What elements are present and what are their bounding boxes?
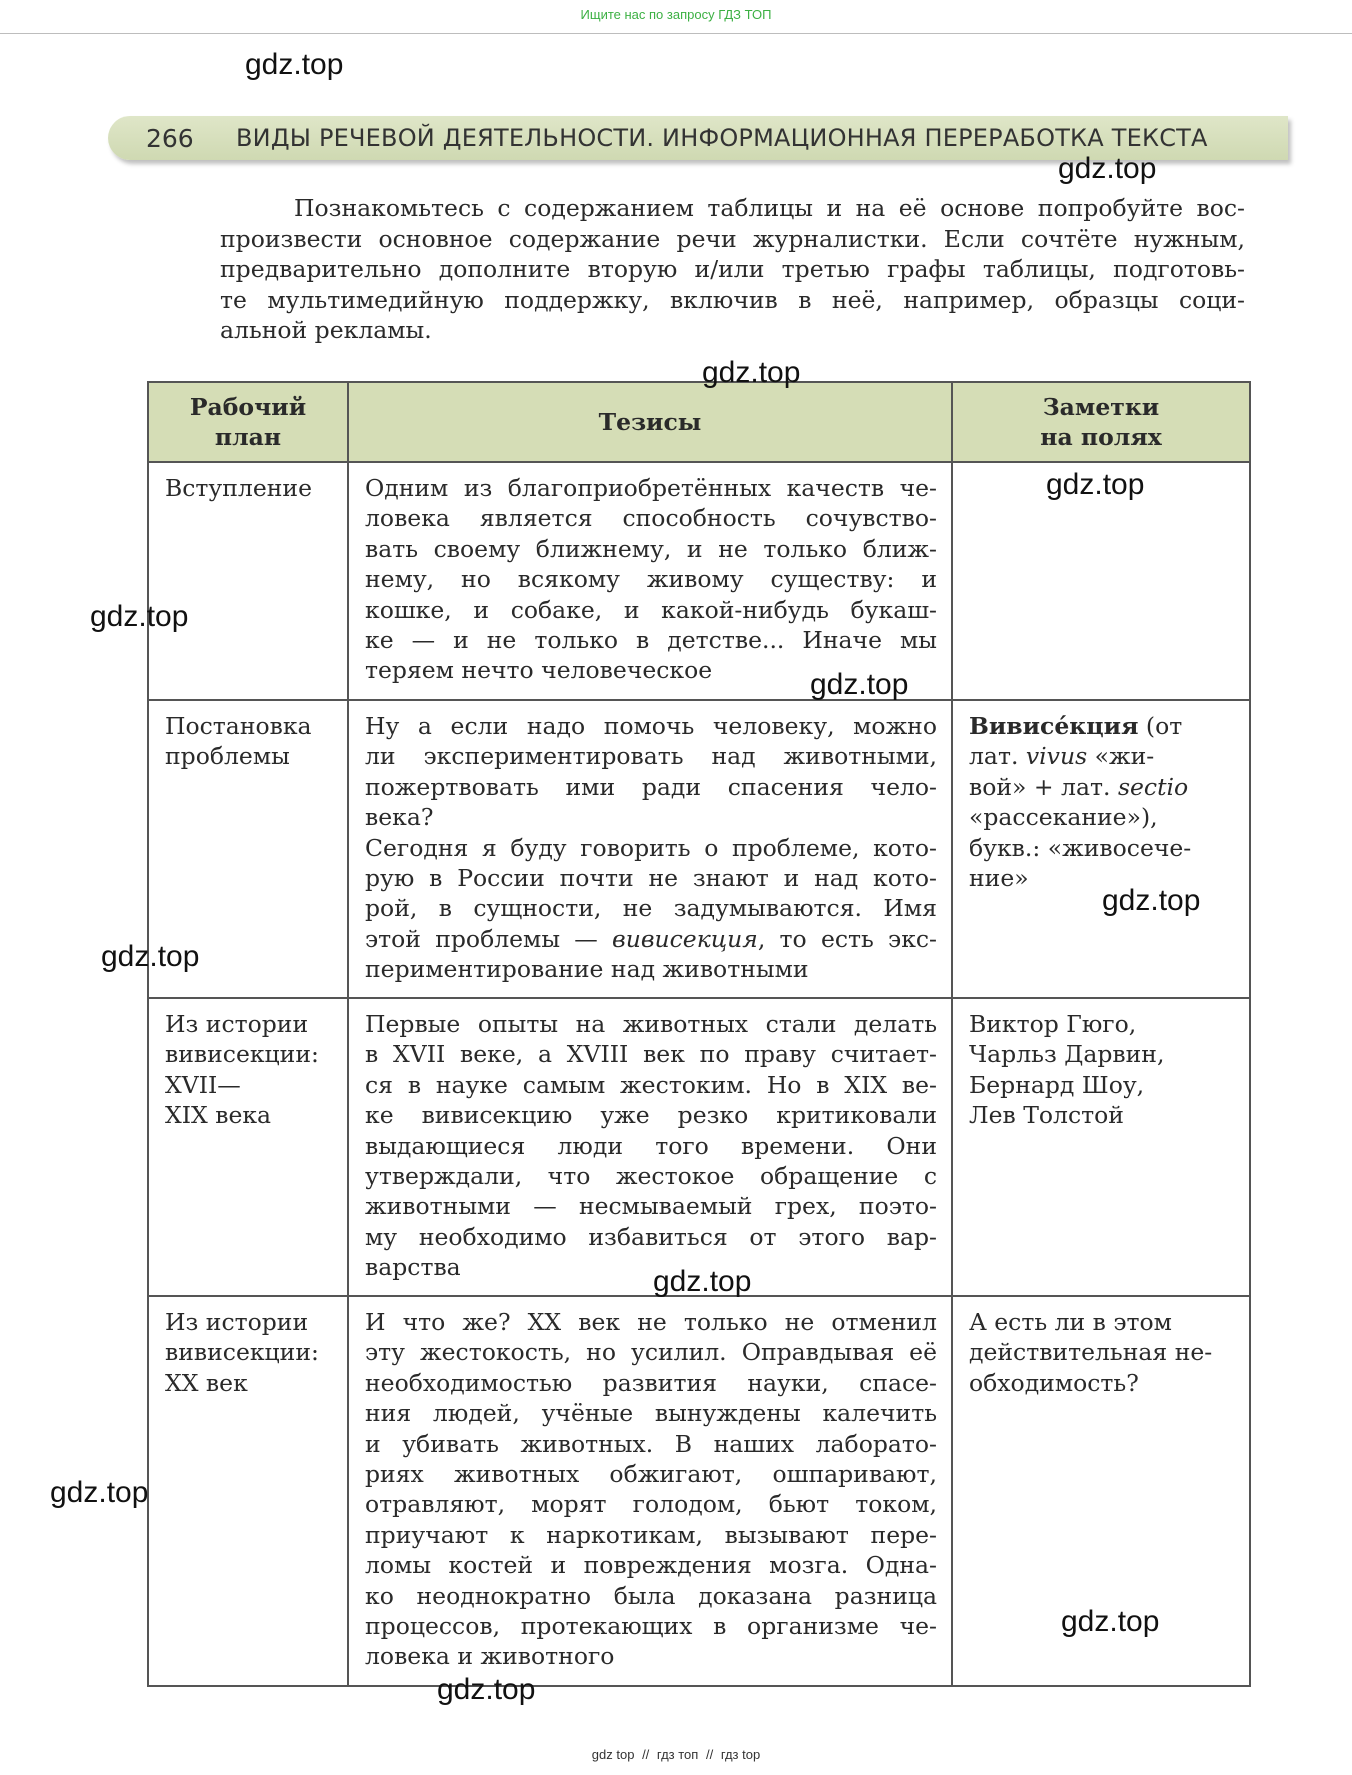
table-header-row <box>148 382 1250 462</box>
theses-line: процессов, протекающих в организме че- <box>365 1612 937 1641</box>
watermark: gdz.top <box>101 940 200 973</box>
notes-line: «рассекание»), <box>969 803 1158 832</box>
notes-text: (от <box>1138 712 1183 740</box>
theses-line: ке вивисекцию уже резко критиковали <box>365 1101 937 1130</box>
watermark: gdz.top <box>1061 1605 1160 1638</box>
theses-line: эту жестокость, но усилил. Оправдывая её <box>365 1338 937 1367</box>
notes-line: ние» <box>969 864 1029 893</box>
theses-cell <box>348 1296 952 1686</box>
plan-cell <box>148 462 348 700</box>
theses-line: Сегодня я буду говорить о проблеме, кото- <box>365 833 937 862</box>
notes-line <box>969 772 1235 802</box>
theses-line: ся в науке самым жестоким. Но в XIX ве- <box>365 1070 937 1099</box>
notes-line: Лев Толстой <box>969 1101 1124 1130</box>
theses-line: животными — несмываемый грех, поэто- <box>365 1192 937 1221</box>
theses-line: риях животных обжигают, ошпаривают, <box>365 1460 937 1489</box>
theses-line: и убивать животных. В наших лаборато- <box>365 1429 937 1458</box>
theses-line: ке — и не только в детстве... Иначе мы <box>365 626 937 655</box>
notes-line: Бернард Шоу, <box>969 1070 1145 1099</box>
footer-link[interactable]: gdz top <box>591 1747 635 1762</box>
plan-line: вивисекции: <box>165 1040 319 1069</box>
theses-line: теряем нечто человеческое <box>365 656 713 685</box>
theses-cell <box>348 462 952 700</box>
notes-line: Чарльз Дарвин, <box>969 1040 1165 1069</box>
notes-line <box>969 741 1235 771</box>
theses-line: выдающиеся люди того времени. Они <box>365 1131 937 1160</box>
plan-line: XVII— <box>165 1070 241 1099</box>
watermark: gdz.top <box>1058 152 1157 185</box>
theses-line: И что же? XX век не только не отменил <box>365 1308 937 1336</box>
latin-word: vivus <box>1025 742 1088 771</box>
intro-line: предварительно дополните вторую и/или третью графы таблицы, подготовь- <box>220 255 1245 283</box>
theses-line: ли экспериментировать над животными, <box>365 742 937 771</box>
notes-text: лат. <box>969 742 1026 771</box>
theses-line: Ну а если надо помочь человеку, можно <box>365 712 937 740</box>
plan-line: Вступление <box>165 474 312 502</box>
watermark: gdz.top <box>1046 468 1145 501</box>
footer-links <box>0 1747 1352 1762</box>
plan-line: Из истории <box>165 1010 309 1038</box>
intro-paragraph <box>220 193 1245 346</box>
latin-word: sectio <box>1117 772 1189 801</box>
watermark: gdz.top <box>437 1673 536 1706</box>
theses-line: варства <box>365 1253 461 1282</box>
notes-line: обходимость? <box>969 1368 1139 1397</box>
plan-line: XIX века <box>165 1101 272 1130</box>
speech-plan-table <box>147 381 1251 1687</box>
theses-line: необходимостью развития науки, спасе- <box>365 1368 937 1397</box>
theses-line: Одним из благоприобретённых качеств че- <box>365 474 937 502</box>
theses-text: , то есть экс- <box>757 924 937 953</box>
footer-link[interactable]: гдз топ <box>656 1747 699 1762</box>
plan-line: вивисекции: <box>165 1338 319 1367</box>
theses-line: периментирование над животными <box>365 955 809 984</box>
theses-line: ния людей, учёные вынуждены калечить <box>365 1399 937 1428</box>
notes-cell <box>952 998 1250 1296</box>
intro-line: произвести основное содержание речи журналистки. Если сочтёте нужным, <box>220 224 1245 253</box>
notes-line <box>969 711 1235 741</box>
header-plan-line: план <box>214 423 282 451</box>
plan-cell <box>148 1296 348 1686</box>
theses-line: ко неоднократно была доказана разница <box>365 1581 937 1610</box>
theses-line: ломы костей и повреждения мозга. Одна- <box>365 1551 937 1580</box>
theses-line: рую в России почти не знают и над кото- <box>365 864 937 893</box>
table-row <box>148 700 1250 998</box>
term-vivisection: вивисекция <box>612 924 758 953</box>
theses-line: нему, но всякому живому существу: и <box>365 565 937 594</box>
section-title: ВИДЫ РЕЧЕВОЙ ДЕЯТЕЛЬНОСТИ. ИНФОРМАЦИОННАЯ ПЕРЕРАБОТКА ТЕКСТА <box>236 124 1208 152</box>
notes-line: действительная не- <box>969 1338 1213 1367</box>
intro-line: те мультимедийную поддержку, включив в неё, например, образцы соци- <box>220 285 1245 314</box>
footer-link[interactable]: гдз top <box>720 1747 761 1762</box>
intro-line: Познакомьтесь с содержанием таблицы и на её основе попробуйте вос- <box>294 194 1245 222</box>
notes-cell <box>952 700 1250 998</box>
watermark: gdz.top <box>245 48 344 81</box>
theses-line: века? <box>365 803 434 832</box>
header-notes-line: на полях <box>1040 423 1162 451</box>
plan-line: Из истории <box>165 1308 309 1336</box>
table-row <box>148 998 1250 1296</box>
notes-text: вой» + лат. <box>969 772 1118 801</box>
plan-line: проблемы <box>165 742 290 771</box>
plan-cell <box>148 998 348 1296</box>
theses-line: Первые опыты на животных стали делать <box>365 1010 937 1038</box>
theses-line: утверждали, что жестокое обращение с <box>365 1162 937 1191</box>
watermark: gdz.top <box>90 600 189 633</box>
notes-term: Вивисéкция <box>969 712 1139 740</box>
theses-line: рой, в сущности, не задумываются. Имя <box>365 894 937 923</box>
theses-line: вать своему ближнему, и не только ближ- <box>365 534 937 563</box>
notes-line: букв.: «живосече- <box>969 833 1192 862</box>
theses-line: в XVII веке, а XVIII век по праву считает- <box>365 1040 937 1069</box>
header-notes <box>952 382 1250 462</box>
theses-line: ловека является способность сочувство- <box>365 504 937 533</box>
watermark: gdz.top <box>702 356 801 389</box>
plan-line: Постановка <box>165 712 312 740</box>
notes-line: А есть ли в этом <box>969 1308 1172 1336</box>
watermark: gdz.top <box>810 668 909 701</box>
theses-cell <box>348 700 952 998</box>
header-plan <box>148 382 348 462</box>
theses-cell <box>348 998 952 1296</box>
intro-line: альной рекламы. <box>220 316 432 344</box>
header-theses: Тезисы <box>348 382 952 462</box>
watermark: gdz.top <box>653 1265 752 1298</box>
footer-separator: // <box>705 1747 714 1762</box>
theses-text: этой проблемы — <box>365 924 613 953</box>
header-plan-line: Рабочий <box>189 392 307 421</box>
top-banner <box>0 0 1352 34</box>
notes-text: «жи- <box>1087 742 1155 771</box>
theses-line <box>365 924 937 954</box>
theses-line: пожертвовать ими ради спасения чело- <box>365 772 937 801</box>
header-notes-line: Заметки <box>1042 392 1160 421</box>
banner-text: Ищите нас по запросу ГДЗ ТОП <box>580 7 772 22</box>
page-number: 266 <box>146 124 194 153</box>
theses-line: отравляют, морят голодом, бьют током, <box>365 1490 937 1519</box>
notes-line: Виктор Гюго, <box>969 1010 1137 1038</box>
theses-line: приучают к наркотикам, вызывают пере- <box>365 1520 937 1549</box>
plan-line: XX век <box>165 1368 248 1397</box>
footer-separator: // <box>642 1747 650 1762</box>
theses-line: му необходимо избавиться от этого вар- <box>365 1222 937 1251</box>
watermark: gdz.top <box>50 1476 149 1509</box>
theses-line: кошке, и собаке, и какой-нибудь букаш- <box>365 595 937 624</box>
theses-line: ловека и животного <box>365 1642 615 1671</box>
watermark: gdz.top <box>1102 884 1201 917</box>
